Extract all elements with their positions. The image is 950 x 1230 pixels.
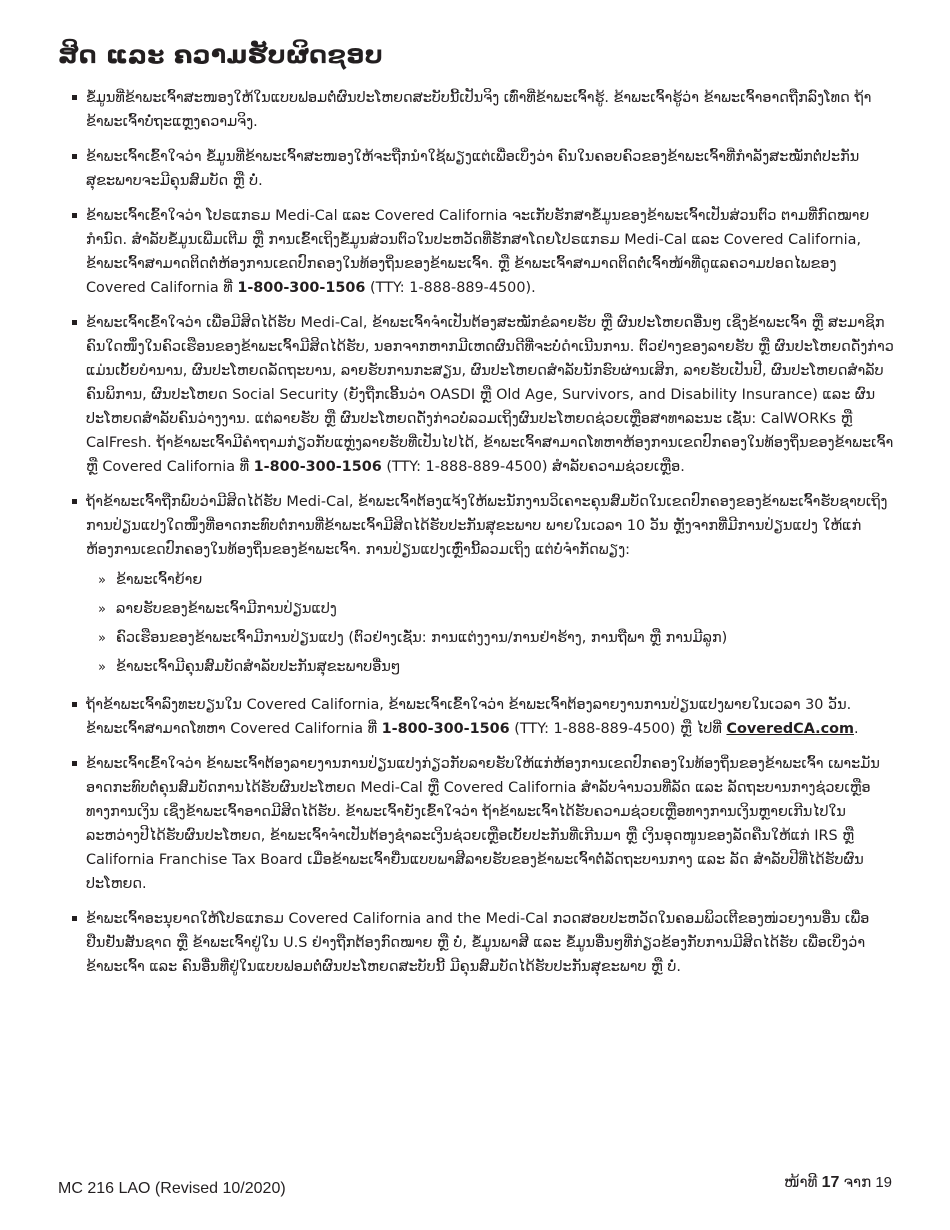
chevron-right-icon: » — [98, 573, 106, 588]
form-id: MC 216 LAO (Revised 10/2020) — [58, 1180, 286, 1197]
chevron-right-icon: » — [98, 602, 106, 617]
rights-item-records-check — [72, 907, 898, 979]
rights-item-text: (TTY: 1-888-889-4500) ສຳລັບຄວາມຊ່ວຍເຫຼືອ. — [386, 459, 685, 475]
sublist-item: » ຂ້າພະເຈົ້າຍ້າຍ — [86, 566, 898, 595]
changes-sublist — [86, 566, 898, 682]
covered-ca-link[interactable]: CoveredCA.com — [726, 721, 854, 737]
rights-item-covered-ca-changes: ຖ້າຂ້າພະເຈົ້າລົງທະບຽນໃນ Covered California, ຂ້າພະເຈົ້າເຂົ້າໃຈວ່າ ຂ້າພະເຈົ້າຕ້ອງລາຍງານການປ່ຽນແປງພາຍໃນເວລາ 30 ວັນ. ຂ້າພະເຈົ້າສາມາດໂທຫາ Covered California ທີ່ 1-800-300-1506 (TTY: 1-888-889-4500) ຫຼື ໄປທີ່ CoveredCA.com. — [72, 693, 898, 741]
total-pages: 19 — [875, 1174, 892, 1191]
rights-item-truthful-info — [72, 86, 898, 134]
rights-item-other-income — [72, 311, 898, 479]
rights-item-text: ຂ້າພະເຈົ້າອະນຸຍາດໃຫ້ໂປຣແກຣມ Covered California and the Medi-Cal ກວດສອບປະຫວັດໃນຄອມພິວເຕີຂອງໜ່ວຍງານອື່ນ ເພື່ອຢືນຢັນສັນຊາດ ຫຼື ຂ້າພະເຈົ້າຢູ່ໃນ U.S ຢ່າງຖືກຕ້ອງກົດໝາຍ ຫຼື ບໍ່, ຂໍ້ມູນພາສີ ແລະ ຂໍ້ມູນອື່ນໆທີ່ກ່ຽວຂ້ອງກັບການມີສິດໄດ້ຮັບ ເພື່ອເບິ່ງວ່າຂ້າພະເຈົ້າ ແລະ ຄົນອື່ນທີ່ຢູ່ໃນແບບຟອມຕໍ່ຜົນປະໂຫຍດສະບັບນີ້ ມີຄຸນສົມບັດໄດ້ຮັບປະກັນສຸຂະພາບ ຫຼື ບໍ່. — [86, 911, 870, 975]
page-title: ສິດ ແລະ ຄວາມຮັບຜິດຊອບ — [58, 40, 384, 69]
page-indicator — [784, 1173, 892, 1192]
rights-item-text: ຖ້າຂ້າພະເຈົ້າຖືກພົບວ່າມີສິດໄດ້ຮັບ Medi-Cal, ຂ້າພະເຈົ້າຕ້ອງແຈ້ງໃຫ້ພະນັກງານວິເຄາະຄຸນສົມບັດໃນເຂດປົກຄອງຂອງຂ້າພະເຈົ້າຮັບຊາບເຖິງການປ່ຽນແປງໃດໜຶ່ງທີ່ອາດກະທົບຕໍ່ການທີ່ຂ້າພະເຈົ້າມີສິດໄດ້ຮັບປະກັນສຸຂະພາບ ພາຍໃນເວລາ 10 ວັນ ຫຼັງຈາກທີ່ມີການປ່ຽນແປງ ໃຫ້ແກ່ຫ້ອງການເຂດປົກຄອງໃນທ້ອງຖິ່ນຂອງຂ້າພະເຈົ້າ. ການປ່ຽນແປງເຫຼົ່ານີ້ລວມເຖິງ ແຕ່ບໍ່ຈຳກັດພຽງ: — [86, 494, 888, 558]
rights-item-report-changes — [72, 490, 898, 682]
chevron-right-icon: » — [98, 631, 106, 646]
rights-item-text: ຂໍ້ມູນທີ່ຂ້າພະເຈົ້າສະໜອງໃຫ້ໃນແບບຟອມຕໍ່ຜົນປະໂຫຍດສະບັບນີ້ເປັນຈິງ ເທົ່າທີ່ຂ້າພະເຈົ້າຮູ້. ຂ້າພະເຈົ້າຮູ້ວ່າ ຂ້າພະເຈົ້າອາດຖືກລົງໂທດ ຖ້າຂ້າພະເຈົ້າບໍ່ຖະແຫຼງຄວາມຈິງ. — [86, 90, 872, 130]
rights-item-text: ຖ້າຂ້າພະເຈົ້າລົງທະບຽນໃນ Covered California, ຂ້າພະເຈົ້າເຂົ້າໃຈວ່າ ຂ້າພະເຈົ້າຕ້ອງລາຍງານການປ່ຽນແປງພາຍໃນເວລາ 30 ວັນ. ຂ້າພະເຈົ້າສາມາດໂທຫາ Covered California ທີ່ — [86, 697, 852, 737]
sublist-item: » ຂ້າພະເຈົ້າມີຄຸນສົມບັດສຳລັບປະກັນສຸຂະພາບອື່ນໆ — [86, 653, 898, 682]
rights-item-privacy — [72, 204, 898, 300]
rights-item-text: (TTY: 1-888-889-4500). — [369, 280, 536, 296]
page-label: ໜ້າທີ — [784, 1174, 818, 1191]
chevron-right-icon: » — [98, 660, 106, 675]
of-label: ຈາກ — [843, 1174, 872, 1191]
page-number: 17 — [821, 1174, 840, 1191]
phone-number: 1-800-300-1506 — [237, 280, 366, 296]
rights-item-text: ຂ້າພະເຈົ້າເຂົ້າໃຈວ່າ ໂປຣແກຣມ Medi-Cal ແລະ Covered California ຈະເກັບຮັກສາຂໍ້ມູນຂອງຂ້າພະເຈົ້າເປັນສ່ວນຕົວ ຕາມທີ່ກົດໝາຍກຳນົດ. ສຳລັບຂໍ້ມູນເພີ່ມເຕີມ ຫຼື ການເຂົ້າເຖິງຂໍ້ມູນສ່ວນຕົວໃນປະຫວັດທີ່ຮັກສາໂດຍໂປຣແກຣມ Medi-Cal ແລະ Covered California, ຂ້າພະເຈົ້າສາມາດຕິດຕໍ່ຫ້ອງການເຂດປົກຄອງໃນທ້ອງຖິ່ນຂອງຂ້າພະເຈົ້າ. ຫຼື ຂ້າພະເຈົ້າສາມາດຕິດຕໍ່ເຈົ້າໜ້າທີ່ດູແລຄວາມປອດໄພຂອງ Covered California ທີ່ — [86, 208, 870, 296]
rights-item-text: ຂ້າພະເຈົ້າເຂົ້າໃຈວ່າ ຂ້າພະເຈົ້າຕ້ອງລາຍງານການປ່ຽນແປງກ່ຽວກັບລາຍຮັບໃຫ້ແກ່ຫ້ອງການເຂດປົກຄອງໃນທ້ອງຖິ່ນຂອງຂ້າພະເຈົ້າ ເພາະມັນອາດກະທົບຕໍ່ຄຸນສົມບັດການໄດ້ຮັບຜົນປະໂຫຍດ Medi-Cal ຫຼື Covered California ສຳລັບຈຳນວນທີ່ລັດ ແລະ ລັດຖະບານກາງຊ່ວຍເຫຼືອທາງການເງິນ ເຊິ່ງຂ້າພະເຈົ້າອາດມີສິດໄດ້ຮັບ. ຂ້າພະເຈົ້າຍັງເຂົ້າໃຈວ່າ ຖ້າຂ້າພະເຈົ້າໄດ້ຮັບຄວາມຊ່ວຍເຫຼືອທາງການເງິນຫຼາຍເກີນໄປໃນລະຫວ່າງປີໄດ້ຮັບຜົນປະໂຫຍດ, ຂ້າພະເຈົ້າຈຳເປັນຕ້ອງຊຳລະເງິນຊ່ວຍເຫຼືອເບັ້ຍປະກັນທີ່ເກີນມາ ຫຼື ເງິນອຸດໜູນຂອງລັດຄືນໃຫ້ແກ່ IRS ຫຼື California Franchise Tax Board ເມື່ອຂ້າພະເຈົ້າຍື່ນແບບພາສີລາຍຮັບຂອງຂ້າພະເຈົ້າຕໍ່ລັດຖະບານກາງ ແລະ ລັດ ສຳລັບປີທີ່ໄດ້ຮັບຜົນປະໂຫຍດ. — [86, 756, 880, 892]
rights-item-text: ຂ້າພະເຈົ້າເຂົ້າໃຈວ່າ ເພື່ອມີສິດໄດ້ຮັບ Medi-Cal, ຂ້າພະເຈົ້າຈຳເປັນຕ້ອງສະໝັກຂໍລາຍຮັບ ຫຼື ຜົນປະໂຫຍດອື່ນໆ ເຊິ່ງຂ້າພະເຈົ້າ ຫຼື ສະມາຊິກຄົນໃດໜຶ່ງໃນຄົວເຮືອນຂອງຂ້າພະເຈົ້າມີສິດໄດ້ຮັບ, ນອກຈາກຫາກມີເຫດຜົນດີທີ່ຈະບໍ່ດຳເນີນການ. ຕົວຢ່າງຂອງລາຍຮັບ ຫຼື ຜົນປະໂຫຍດດັ່ງກ່າວແມ່ນເບັ້ຍບຳນານ, ຜົນປະໂຫຍດລັດຖະບານ, ລາຍຮັບການກະສຽນ, ຜົນປະໂຫຍດສຳລັບນັກຮົບຜ່ານເສິກ, ລາຍຮັບເປັນປີ, ຜົນປະໂຫຍດສຳລັບຄົນພິການ, ຜົນປະໂຫຍດ Social Security (ຍັງຖືກເອີ້ນວ່າ OASDI ຫຼື Old Age, Survivors, and Disability Insurance) ແລະ ຜົນປະໂຫຍດສຳລັບຄົນວ່າງງານ. ແຕ່ລາຍຮັບ ຫຼື ຜົນປະໂຫຍດດັ່ງກ່າວບໍ່ລວມເຖິງຜົນປະໂຫຍດຊ່ວຍເຫຼືອສາທາລະນະ ເຊັ່ນ: CalWORKs ຫຼື CalFresh. ຖ້າຂ້າພະເຈົ້າມີຄຳຖາມກ່ຽວກັບແຫຼ່ງລາຍຮັບທີ່ເປັນໄປໄດ້, ຂ້າພະເຈົ້າສາມາດໂທຫາຫ້ອງການເຂດປົກຄອງໃນທ້ອງຖິ່ນຂອງຂ້າພະເຈົ້າ ຫຼື Covered California ທີ່ — [86, 315, 894, 475]
rights-item-text: (TTY: 1-888-889-4500) ຫຼື ໄປທີ່ — [514, 721, 722, 737]
sublist-item: » ລາຍຮັບຂອງຂ້າພະເຈົ້າມີການປ່ຽນແປງ — [86, 595, 898, 624]
rights-item-info-usage — [72, 145, 898, 193]
rights-item-income-changes — [72, 752, 898, 896]
sublist-item: » ຄົວເຮືອນຂອງຂ້າພະເຈົ້າມີການປ່ຽນແປງ (ຕົວຢ່າງເຊັ່ນ: ການແຕ່ງງານ/ການຢ່າຮ້າງ, ການຖືພາ ຫຼື ການມີລູກ) — [86, 624, 898, 653]
rights-list — [72, 86, 898, 990]
phone-number: 1-800-300-1506 — [381, 721, 510, 737]
rights-item-text: ຂ້າພະເຈົ້າເຂົ້າໃຈວ່າ ຂໍ້ມູນທີ່ຂ້າພະເຈົ້າສະໜອງໃຫ້ຈະຖືກນຳໃຊ້ພຽງແຕ່ເພື່ອເບິ່ງວ່າ ຄົນໃນຄອບຄົວຂອງຂ້າພະເຈົ້າທີ່ກຳລັງສະໝັກຕໍ່ປະກັນສຸຂະພາບຈະມີຄຸນສົມບັດ ຫຼື ບໍ່. — [86, 149, 860, 189]
phone-number: 1-800-300-1506 — [253, 459, 382, 475]
